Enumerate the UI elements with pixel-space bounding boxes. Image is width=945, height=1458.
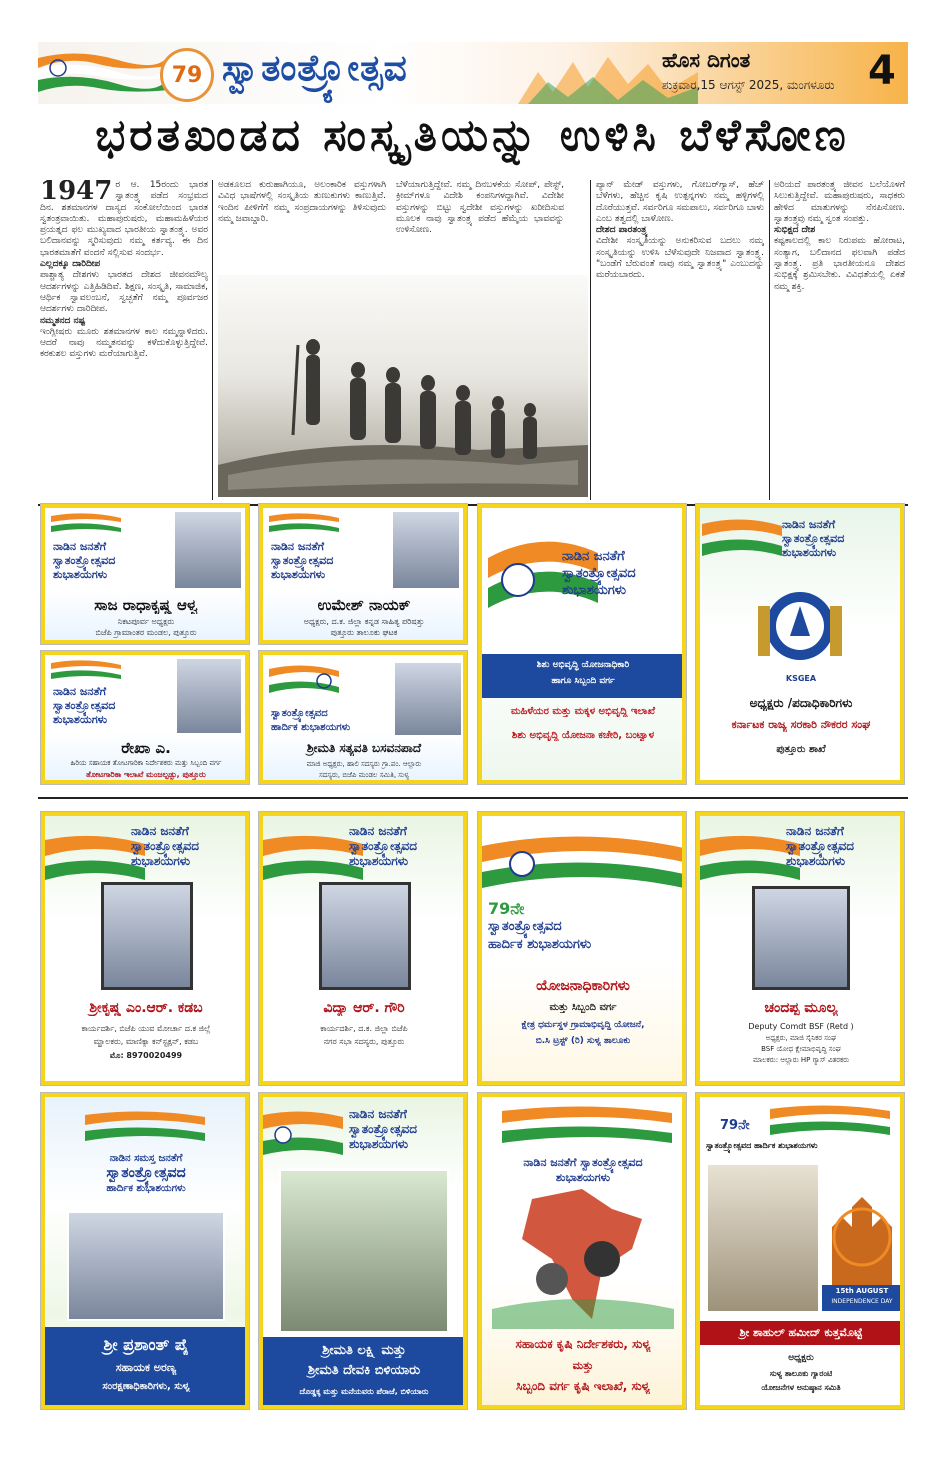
flag-icon (269, 512, 339, 536)
article-column-1 (40, 180, 208, 500)
article-text: ಪ್ಯಾನ್ ಮೇಡ್ ವಸ್ತುಗಳು, ಗೋಬರ್‌ಗ್ಯಾಸ್, ಹೆಚ್ ಬೆಳೆಗಳು, ಹೆಚ್ಚಿನ ಕೃಷಿ ಉತ್ಪನ್ನಗಳು ನಮ್ಮ ಹಳ್ಳಿಗಳಲ್ಲಿ ದೊರೆಯುತ್ತವೆ. ಸರ್ವರಿಗೂ ಸಮಪಾಲು, ಸರ್ವರಿಗೂ ಬಾಳು ಎಂಬ ತತ್ವದಲ್ಲಿ ಬಾಳೋಣ. (596, 180, 764, 224)
flag-icon (51, 659, 121, 683)
flag-icon (502, 1101, 672, 1151)
greeting-line: ಸ್ವಾತಂತ್ರ್ಯೋತ್ಸವದ (53, 554, 116, 567)
designation-line: ಅಧ್ಯಕ್ಷರು, ಮಾಜಿ ಸೈನಿಕರ ಸಂಘ (765, 1034, 837, 1042)
greeting-line: ಸ್ವಾತಂತ್ರ್ಯೋತ್ಸವದ (786, 839, 855, 853)
branch-name: ಪುತ್ತೂರು ಶಾಖೆ (776, 744, 826, 755)
name-band (45, 1327, 245, 1405)
name-band (263, 1337, 463, 1405)
article-column-5 (774, 180, 905, 500)
article-text: ಬೆಳೆಯಾಗುತ್ತಿದ್ದೇವೆ. ನಮ್ಮ ದಿನಬಳಕೆಯ ಸೋಪ್, ಪೇಸ್ಟ್, ಕ್ರೀಮ್‌ಗಳೂ ವಿದೇಶಿ ಕಂಪನಿಗಳದ್ದಾಗಿವೆ. ವಿದೇಶೀ ವಸ್ತುಗಳನ್ನು ಬಿಟ್ಟು ಸ್ವದೇಶೀ ವಸ್ತುಗಳನ್ನು ಖರೀದಿಸುವ ಮೂಲಕ ನಾವು ಸ್ವಾತಂತ್ರ್ಯ ಪಡೆದ ಹೆಮ್ಮೆಯ ಭಾವವನ್ನು ಉಳಿಸೋಣ. (396, 180, 564, 236)
person-name: ಉಮೇಶ್ ನಾಯಕ್ (317, 596, 411, 614)
greeting-line: ಶುಭಾಶಯಗಳು (53, 713, 108, 726)
flag-chakra-graphic (482, 826, 682, 896)
article-text: ಕಷ್ಟಕಾಲದಲ್ಲಿ ಕಾಲ ನಿರುಪಮ ಹೋರಾಟ, ಸಂತ್ಯಾಗ, ಬಲಿದಾನದ ಫಲವಾಗಿ ಪಡೆದ ಸ್ವಾತಂತ್ರ್ಯ. ಪ್ರತಿ ಭಾರತೀಯನೂ ದೇಶದ ಸುಭಿಕ್ಷಕ್ಕೆ ಶ್ರಮಿಸಬೇಕು. ವಿವಿಧತೆಯಲ್ಲಿ ಏಕತೆ ನಮ್ಮ ಶಕ್ತಿ. (774, 236, 905, 292)
red-fort-graphic (822, 1167, 900, 1287)
greeting-text (782, 518, 844, 560)
staff-line: ಸಿಬ್ಬಂದಿ ವರ್ಗ ಕೃಷಿ ಇಲಾಖೆ, ಸುಳ್ಯ (516, 1379, 650, 1393)
designation-line: ಅಧ್ಯಕ್ಷರು (788, 1353, 814, 1363)
flag-icon (51, 512, 121, 536)
greeting-line: ನಾಡಿನ ಜನತೆಗೆ (349, 824, 407, 838)
article-text: ಅರಿಯದೆ ಪಾರತಂತ್ರ್ಯ ಜೀವನ ಬಲೆಯೊಳಗೆ ಸಿಲುಕುತ್ತಿದ್ದೇವೆ. ಮಹಾಪುರುಷರು, ಸಾಧಕರು ಹೇಳಿದ ಮಾತುಗಳನ್ನು ನೆನಪಿಸೋಣ. ಸ್ವಾತಂತ್ರ್ಯವು ನಮ್ಮ ಸ್ವಂತ ಸಂಪತ್ತು. (774, 180, 905, 224)
greeting-line: 79ನೇ (488, 899, 525, 918)
greeting-line: ಸ್ವಾತಂತ್ರ್ಯೋತ್ಸವದ (271, 708, 328, 719)
greeting-line: ನಾಡಿನ ಜನತೆಗೆ (562, 549, 625, 564)
greeting-ad-cdpo-bantwal (477, 503, 687, 785)
greeting-line: ಶುಭಾಶಯಗಳು (782, 546, 837, 559)
greeting-line: ನಾಡಿನ ಜನತೆಗೆ (53, 685, 107, 698)
statue-illustration (218, 275, 588, 497)
greeting-ad-agriculture-sullia (477, 1092, 687, 1410)
person-name: ವಿದ್ಯಾ ಆರ್. ಗೌರಿ (323, 1000, 405, 1016)
greeting-text (706, 1139, 818, 1153)
greeting-ad-lakshmi-devaki (258, 1092, 468, 1410)
emblem-label: KSGEA (785, 674, 817, 683)
greeting-line: ನಾಡಿನ ಜನತೆಗೆ (131, 824, 189, 838)
portrait-photo (279, 1169, 449, 1333)
greeting-ad-vidya (258, 811, 468, 1086)
designation-line: ಸದಸ್ಯರು, ಬಿಜೆಪಿ ಮಂಡಲ ಸಮಿತಿ, ಸುಳ್ಯ (319, 771, 409, 779)
greeting-ad-ksgea-puttur (695, 503, 905, 785)
greeting-line: ಹಾರ್ದಿಕ ಶುಭಾಶಯಗಳು (271, 722, 351, 733)
greeting-text (45, 1151, 245, 1196)
badge-line: INDEPENDENCE DAY (831, 1298, 893, 1305)
flag-icon (269, 661, 339, 701)
greeting-text (271, 707, 350, 735)
officials-title: ಯೋಜನಾಧಿಕಾರಿಗಳು (536, 978, 630, 994)
organisation-line: ಕ್ಷೇತ್ರ ಧರ್ಮಸ್ಥಳ ಗ್ರಾಮಾಭಿವೃದ್ಧಿ ಯೋಜನೆ, (521, 1020, 645, 1030)
greeting-line: ನಾಡಿನ ಜನತೆಗೆ (786, 824, 844, 838)
column-rule (590, 180, 591, 500)
designation-line: ಯೋಜನೆಗಳ ಅನುಷ್ಠಾನ ಸಮಿತಿ (761, 1383, 841, 1392)
flag-icon (45, 830, 145, 890)
greeting-ad-rekha (40, 650, 250, 785)
office-line: ಹಾಗೂ ಸಿಬ್ಬಂದಿ ವರ್ಗ (551, 676, 615, 686)
portrait-photo (706, 1163, 820, 1313)
flag-wave-graphic (38, 48, 168, 96)
section-divider (38, 797, 908, 799)
designation-line: ಮ್ಹಾಲಕರು, ಮಾಣಿಕ್ಯಾ ಕನ್‌ಸ್ಟ್ರಕ್ಷನ್, ಕಡಬ (93, 1037, 199, 1046)
portrait-photo (101, 882, 193, 990)
independence-day-badge (822, 1285, 900, 1311)
person-name: ಶ್ರೀ ಪ್ರಶಾಂತ್ ಪೈ (103, 1335, 189, 1354)
greeting-text (349, 1107, 417, 1152)
greeting-line: ಶುಭಾಶಯಗಳು (562, 583, 626, 598)
greeting-line: ಹಾರ್ದಿಕ ಶುಭಾಶಯಗಳು (488, 937, 592, 952)
portrait-photo (391, 510, 461, 590)
designation-line: ಮಾಜಿ ಅಧ್ಯಕ್ಷರು, ಹಾಲಿ ಸದಸ್ಯರು ಗ್ರಾ.ಪಂ. ಆಲ್ಲಾರು (306, 760, 422, 768)
designation-line: Deputy Comdt BSF (Retd ) (748, 1022, 854, 1031)
person-name: ಶ್ರೀಮತಿ ಲಕ್ಷ್ಮಿ ಮತ್ತು (322, 1343, 406, 1358)
office-bearers: ಅಧ್ಯಕ್ಷರು /ಪದಾಧಿಕಾರಿಗಳು (749, 696, 853, 710)
department-line: ಶಿಶು ಅಭಿವೃದ್ಧಿ ಯೋಜನಾ ಕಚೇರಿ, ಬಂಟ್ವಾಳ (511, 730, 655, 741)
article-text: ಅಡಕೂಲದ ಕುರುಹಾಗಿಯೂ, ಅಲಂಕಾರಿಕ ವಸ್ತುಗಳಾಗಿ ವಿವಿಧ ಭಾಷೆಗಳಲ್ಲಿ ಸಂಸ್ಕೃತಿಯ ತುಣುಕುಗಳು ಕಾಣುತ್ತಿವೆ. ಇಂದಿನ ಪೀಳಿಗೆಗೆ ನಮ್ಮ ಸಂಪ್ರದಾಯಗಳನ್ನು ತಿಳಿಸುವುದು ನಮ್ಮ ಜವಾಬ್ದಾರಿ. (218, 180, 386, 224)
greeting-ad-shahul-hameed (695, 1092, 905, 1410)
designation-line: ಕಾರ್ಯದರ್ಶಿ, ದ.ಕ. ಜಿಲ್ಲಾ ಬಿಜೆಪಿ (320, 1024, 408, 1033)
article-text: ರ ಆ. 15ರಂದು ಭಾರತ ಸ್ವಾತಂತ್ರ್ಯ ಪಡೆದ ಸಂಭ್ರಮದ ದಿನ. ಶತಮಾನಗಳ ದಾಸ್ಯದ ಸಂಕೋಲೆಯಿಂದ ಭಾರತ ಸ್ವತಂತ್ರವಾಯಿತು. ಮಹಾಪುರುಷರು, ಮಹಾಮಹಿಳೆಯರ ಪ್ರಯತ್ನದ ಫಲ ಮುಖ್ಯವಾದ ಭಾರತೀಯ ಸ್ವಾತಂತ್ರ್ಯ. ಅವರ ಬಲಿದಾನವನ್ನು ಸ್ಮರಿಸುವುದು ನಮ್ಮ ಕರ್ತವ್ಯ. ಈ ದಿನ ಭಾರತಮಾತೆಗೆ ವಂದನೆ ಸಲ್ಲಿಸುವ ಸಂದರ್ಭ. (40, 180, 208, 258)
anniversary-logo: 79 (160, 48, 214, 102)
designation-line: ಪುತ್ತೂರು ತಾಲೂಕು ಘಟಕ (330, 628, 398, 637)
greeting-line: ಶುಭಾಶಯಗಳು (349, 854, 409, 868)
greeting-line: ಸ್ವಾತಂತ್ರ್ಯೋತ್ಸವದ (131, 839, 200, 853)
officer-title: ಸಹಾಯಕ ಕೃಷಿ ನಿರ್ದೇಶಕರು, ಸುಳ್ಯ (515, 1337, 651, 1351)
greeting-line: ಶುಭಾಶಯಗಳು (786, 854, 846, 868)
designation-line: ಅಧ್ಯಕ್ಷರು, ದ.ಕ. ಜಿಲ್ಲಾ ಕನ್ನಡ ಸಾಹಿತ್ಯ ಪರಿಷತ್ತು (303, 617, 425, 626)
office-line: ಶಿಶು ಅಭಿವೃದ್ಧಿ ಯೋಜನಾಧಿಕಾರಿ (536, 660, 630, 670)
designation-line: ನಿಕಟಪೂರ್ವ ಅಧ್ಯಕ್ಷರು (117, 617, 175, 626)
designation-line: ನಗರ ಸಭಾ ಸದಸ್ಯರು, ಪುತ್ತೂರು (323, 1037, 405, 1046)
greeting-line: ಶುಭಾಶಯಗಳು (555, 1171, 611, 1184)
greeting-line: ಸ್ವಾತಂತ್ರ್ಯೋತ್ಸವದ (562, 566, 636, 581)
staff-line: ಮತ್ತು ಸಿಬ್ಬಂದಿ ವರ್ಗ (549, 1002, 617, 1013)
greeting-line: ನಾಡಿನ ಜನತೆಗೆ (271, 540, 325, 553)
greeting-line: ಶುಭಾಶಯಗಳು (349, 1137, 409, 1151)
person-name: ಶ್ರೀ ಶಾಹುಲ್ ಹಮೀದ್ ಕುತ್ತಮೊಟ್ಟೆ (700, 1321, 900, 1345)
phone-number: ಮೊ: 8970020499 (109, 1051, 183, 1060)
article-text: ಪಾಶ್ಚಾತ್ಯ ದೇಶಗಳು ಭಾರತದ ದೇಶದ ಜೀವನಮೌಲ್ಯ ಆದರ್ಶಗಳನ್ನು ಎತ್ತಿಹಿಡಿದಿವೆ. ಶಿಕ್ಷಣ, ಸಂಸ್ಕೃತಿ, ಸಾಮಾಜಿಕ, ಆರ್ಥಿಕ ಸ್ವಾವಲಂಬನೆ, ಸ್ವಚ್ಛತೆಗೆ ನಮ್ಮ ಪೂರ್ವಜರ ಆದರ್ಶಗಳು ದಾರಿದೀಪ. (40, 270, 208, 315)
greeting-line: ಸ್ವಾತಂತ್ರ್ಯೋತ್ಸವದ (349, 839, 418, 853)
greeting-line: ಶುಭಾಶಯಗಳು (53, 568, 108, 581)
greeting-line: ಸ್ವಾತಂತ್ರ್ಯೋತ್ಸವದ (349, 1122, 418, 1136)
greeting-line: ಶುಭಾಶಯಗಳು (131, 854, 191, 868)
greeting-line: ಸ್ವಾತಂತ್ರ್ಯೋತ್ಸವದ (53, 699, 116, 712)
greeting-ad-srikrishna (40, 811, 250, 1086)
portrait-photo (175, 657, 243, 735)
greeting-text (131, 824, 199, 869)
greeting-ad-sathyavathi (258, 650, 468, 785)
article-subhead: ದೇಶದ ಪಾರತಂತ್ರ್ಯ (596, 225, 648, 236)
conjunction: ಮತ್ತು (572, 1359, 594, 1372)
festival-title: ಸ್ವಾತಂತ್ರ್ಯೋತ್ಸವ (222, 48, 408, 89)
association-name: ಕರ್ನಾಟಕ ರಾಜ್ಯ ಸರಕಾರಿ ನೌಕರರ ಸಂಘ (731, 718, 871, 731)
article-column-2 (218, 180, 386, 272)
article-subhead: ಸುಭಿಕ್ಷದ ದೇಶ (774, 225, 816, 236)
headline: ಭರತಖಂಡದ ಸಂಸ್ಕೃತಿಯನ್ನು ಉಳಿಸಿ ಬೆಳೆಸೋಣ (95, 110, 850, 161)
greeting-line: ನಾಡಿನ ಜನತೆಗೆ (53, 540, 107, 553)
portrait-photo (393, 661, 463, 737)
article-subhead: ಎಲ್ಲದಕ್ಕೂ ದಾರಿದೀಪ (40, 259, 101, 270)
designation-line: ಕಾರ್ಯದರ್ಶಿ, ಬಿಜೆಪಿ ಯುವ ಮೋರ್ಚಾ ದ.ಕ ಜಿಲ್ಲೆ (81, 1024, 211, 1033)
greeting-line: ಹಾರ್ದಿಕ ಶುಭಾಶಯಗಳು (106, 1183, 186, 1194)
article-text: ಇಂಗ್ಲೀಷರು ಮೂರು ಶತಮಾನಗಳ ಕಾಲ ನಮ್ಮನ್ನಾಳಿದರು. ಆದರೆ ನಾವು ನಮ್ಮತನವನ್ನು ಕಳೆದುಕೊಳ್ಳುತ್ತಿದ್ದೇವೆ. ಕರಕುಶಲ ವಸ್ತುಗಳು ಮರೆಯಾಗುತ್ತಿವೆ. (40, 326, 208, 360)
office-band (482, 654, 682, 698)
greeting-line: ಸ್ವಾತಂತ್ರ್ಯೋತ್ಸವದ (106, 1165, 186, 1181)
greeting-ad-prashanth-pai (40, 1092, 250, 1410)
greeting-line: 79ನೇ (720, 1118, 750, 1133)
greeting-line: ಸ್ವಾತಂತ್ರ್ಯೋತ್ಸವದ (782, 532, 845, 545)
flag-icon (85, 1107, 205, 1147)
greeting-line: ಸ್ವಾತಂತ್ರ್ಯೋತ್ಸವದ (271, 554, 334, 567)
designation-line: ಸಹಾಯಕ ಅರಣ್ಯ (115, 1361, 177, 1374)
greeting-text (349, 824, 417, 869)
portrait-photo (319, 882, 411, 990)
greeting-line: ಸ್ವಾತಂತ್ರ್ಯೋತ್ಸವದ ಹಾರ್ದಿಕ ಶುಭಾಶಯಗಳು (706, 1141, 818, 1150)
portrait-photo (752, 886, 850, 990)
greeting-line: ಸ್ವಾತಂತ್ರ್ಯೋತ್ಸವದ (488, 919, 562, 934)
person-name: ಸಾಜ ರಾಧಾಕೃಷ್ಣ ಆಳ್ವ (94, 596, 198, 614)
greeting-text (482, 1155, 682, 1185)
greeting-text (53, 685, 115, 727)
greeting-ad-umesh-nayak (258, 503, 468, 645)
article (40, 180, 905, 500)
person-name: ರೇಖಾ ಎ. (121, 739, 171, 757)
article-subhead: ನಮ್ಮತನದ ನಷ್ಟ (40, 315, 86, 326)
designation-line: BSF ಯೋಧ ಕ್ಷೇಮಾಭಿವೃದ್ಧಿ ಸಂಘ (761, 1045, 841, 1053)
designation-line: ಸಂರಕ್ಷಣಾಧಿಕಾರಿಗಳು, ಸುಳ್ಯ (102, 1381, 190, 1392)
portrait-photo (67, 1211, 225, 1321)
column-rule (769, 180, 770, 500)
person-name: ಶ್ರೀಮತಿ ಸತ್ಯವತಿ ಬಸವನಪಾದೆ (306, 741, 422, 755)
page-number: 4 (868, 48, 896, 94)
flag-icon (770, 1101, 890, 1141)
family-line: ದೊಡ್ಡಕ್ಕ ಮತ್ತು ಮನೆಯವರು ಪೆರಾಜೆ, ಬಿಳಿಯಾರು (299, 1387, 429, 1396)
greeting-text (720, 1119, 750, 1133)
greeting-ad-skdrdp-sullia (477, 811, 687, 1086)
flag-icon (702, 514, 782, 564)
organisation-line: ಬಿ.ಸಿ ಟ್ರಸ್ಟ್ (ರಿ) ಸುಳ್ಯ ತಾಲೂಕು (535, 1036, 631, 1046)
greeting-text (488, 900, 591, 954)
designation-line: ಮಾಲಕರು: ಆಲ್ಲಾರು HP ಗ್ಯಾಸ್ ವಿತರಕರು (752, 1056, 850, 1064)
emblem-icon (750, 576, 850, 676)
flag-icon (700, 830, 800, 890)
article-text: ವಿದೇಶೀ ಸಂಸ್ಕೃತಿಯನ್ನು ಅನುಕರಿಸುವ ಬದಲು ನಮ್ಮ ಸಂಸ್ಕೃತಿಯನ್ನು ಉಳಿಸಿ ಬೆಳೆಸುವುದೇ ನಿಜವಾದ ಸ್ವಾತಂತ್ರ್ಯ. "ಬಂಡೆಗೆ ಬೆರುವಂತೆ ನಾವು ನಮ್ಮ ಸ್ವಾತಂತ್ರ್ಯ" ಎಂಬುದನ್ನು ಮರೆಯಬಾರದು. (596, 236, 764, 281)
badge-line: 15th AUGUST (835, 1287, 889, 1295)
article-column-4 (596, 180, 764, 500)
designation-line: ಹಿರಿಯ ಸಹಾಯಕ ತೋಟಗಾರಿಕಾ ನಿರ್ದೇಶಕರು ಮತ್ತು ಸಿಬ್ಬಂದಿ ವರ್ಗ (70, 759, 222, 767)
greeting-line: ಶುಭಾಶಯಗಳು (271, 568, 326, 581)
greeting-ad-chandappa (695, 811, 905, 1086)
greeting-text (271, 540, 333, 582)
greeting-text (562, 548, 636, 599)
flag-icon (263, 1107, 343, 1163)
dandi-march-statue-photo (218, 275, 588, 497)
column-rule (212, 180, 213, 500)
drop-year: 1947 (40, 180, 113, 206)
newspaper-name: ಹೊಸ ದಿಗಂತ (662, 48, 751, 72)
greeting-text (786, 824, 854, 869)
person-name: ಚಂದಪ್ಪ ಮೂಲ್ಯ (764, 1000, 838, 1016)
greeting-text (53, 540, 115, 582)
designation-line: ಬಿಜೆಪಿ ಗ್ರಾಮಾಂತರ ಮಂಡಲ, ಪುತ್ತೂರು (95, 628, 197, 637)
department-line: ಮಹಿಳೆಯರ ಮತ್ತು ಮಕ್ಕಳ ಅಭಿವೃದ್ಧಿ ಇಲಾಖೆ (510, 706, 656, 717)
greeting-line: ನಾಡಿನ ಸಮಸ್ತ ಜನತೆಗೆ (109, 1153, 183, 1164)
portrait-photo (173, 510, 243, 590)
designation-line: ತೋಟಗಾರಿಕಾ ಇಲಾಖೆ ಮಂಜಲ್ಪಡ್ಪು, ಪುತ್ತೂರು (86, 770, 206, 779)
person-name-2: ಶ್ರೀಮತಿ ದೇವಕಿ ಬಿಳಿಯಾರು (307, 1363, 421, 1378)
greeting-line: ನಾಡಿನ ಜನತೆಗೆ (782, 518, 836, 531)
flag-icon (263, 830, 363, 890)
article-column-3 (396, 180, 564, 272)
edition-date: ಶುಕ್ರವಾರ,15 ಆಗಸ್ಟ್ 2025, ಮಂಗಳೂರು (662, 78, 835, 92)
designation-line: ಸುಳ್ಯ ತಾಲೂಕು ಗ್ಯಾರಂಟಿ (769, 1369, 833, 1378)
greeting-line: ನಾಡಿನ ಜನತೆಗೆ ಸ್ವಾತಂತ್ರ್ಯೋತ್ಸವದ (523, 1156, 643, 1169)
person-name: ಶ್ರೀಕೃಷ್ಣ ಎಂ.ಆರ್. ಕಡಬ (89, 1000, 203, 1016)
india-map-leaders-graphic (492, 1189, 674, 1329)
greeting-line: ನಾಡಿನ ಜನತೆಗೆ (349, 1107, 407, 1121)
greeting-ad-saja-radhakrishna (40, 503, 250, 645)
